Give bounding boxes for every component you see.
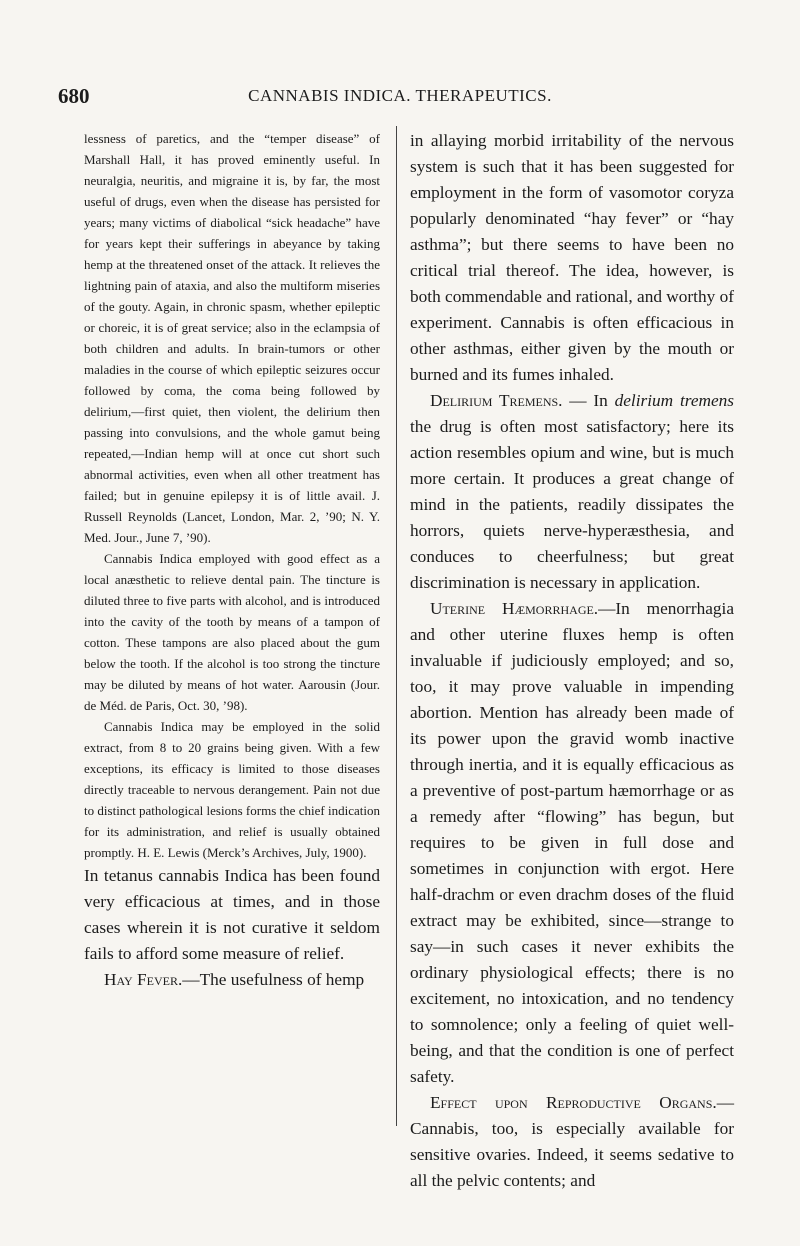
paragraph-text: —In menorrhagia and other uterine fluxes hemp is often invaluable if judiciously employed; and so, too, it may prove valuable in impending abortion. Mention has already been made of its power upon the gravid womb inactive through inertia, and it is equally efficacious as a preventive of post-partum hæmorrhage or as a remedy after “flowing” has begun, but requires to be given in full dose and sometimes in conjunction with ergot. Here half-drachm or even drachm doses of the fluid extract may be exhibited, since—strange to say—in such cases it never exhibits the ordinary physiological effects; there is no excitement, no intoxication, and no tendency to somnolence; only a feeling of quiet well-being, and that the condition is one of perfect safety.	[410, 599, 734, 1086]
italic-term: delirium tremens	[614, 391, 735, 410]
paragraph-text: — In	[562, 391, 615, 410]
paragraph-uterine-haemorrhage	[410, 596, 734, 1090]
running-title: CANNABIS INDICA. THERAPEUTICS.	[248, 86, 552, 105]
section-heading-hay-fever: Hay Fever.	[104, 970, 183, 989]
page-number: 680	[58, 84, 90, 108]
paragraph-text: —The usefulness of hemp	[182, 970, 365, 989]
paragraph-hay-fever	[84, 967, 380, 993]
paragraph-aarousin: Cannabis Indica employed with good effect as a local anæsthetic to relieve dental pain. The tincture is diluted three to five parts with alcohol, and is introduced into the cavity of the tooth by means of a tampon of cotton. These tampons are also placed about the gum below the tooth. If the alcohol is too strong the tincture may be diluted by means of hot water. Aarousin (Jour. de Méd. de Paris, Oct. 30, ’98).	[84, 551, 380, 713]
paragraph-lewis: Cannabis Indica may be employed in the solid extract, from 8 to 20 grains being given. With a few exceptions, its efficacy is limited to those diseases directly traceable to nervous derangement. Pain not due to distinct pathological lesions forms the chief indication for its administration, and relief is usually obtained promptly. H. E. Lewis (Merck’s Archives, July, 1900).	[84, 719, 380, 860]
column-divider	[396, 126, 397, 1126]
right-column	[410, 128, 734, 1194]
paragraph-reynolds: lessness of paretics, and the “temper disease” of Marshall Hall, it has proved eminently useful. In neuralgia, neuritis, and migraine it is, by far, the most useful of drugs, even when the disease has persisted for years; many victims of diabolical “sick headache” have for years kept their sufferings in abeyance by taking hemp at the threatened onset of the attack. It relieves the lightning pain of ataxia, and also the multiform miseries of the gouty. Again, in chronic spasm, whether epileptic or choreic, it is of great service; also in the eclampsia of both children and adults. In brain-tumors or other maladies in the course of which epileptic seizures occur followed by coma, the coma being followed by delirium,—first quiet, then violent, the delirium then passing into convulsions, and the whole gamut being repeated,—Indian hemp will at once cut short such abnormal activities, even when all other treatment has failed; but in genuine epilepsy it is of little avail. J. Russell Reynolds (Lancet, London, Mar. 2, ’90; N. Y. Med. Jour., June 7, ’90).	[84, 131, 380, 545]
left-column	[84, 128, 380, 993]
paragraph-reproductive-organs	[410, 1090, 734, 1194]
section-heading-uterine-haemorrhage: Uterine Hæmorrhage.	[430, 599, 599, 618]
paragraph-tetanus: In tetanus cannabis Indica has been found very efficacious at times, and in those cases wherein it is not curative it seldom fails to afford some measure of relief.	[84, 866, 380, 963]
paragraph-hay-fever-continued: in allaying morbid irritability of the nervous system is such that it has been suggested for employment in the form of vasomotor coryza popularly denominated “hay fever” or “hay asthma”; but there seems to have been no critical trial thereof. The idea, however, is both commendable and rational, and worthy of experiment. Cannabis is often efficacious in other asthmas, either given by the mouth or burned and its fumes inhaled.	[410, 131, 734, 384]
section-heading-reproductive-organs: Effect upon Reproductive Organs.	[430, 1093, 717, 1112]
paragraph-delirium-tremens	[410, 388, 734, 596]
paragraph-text: —Cannabis, too, is especially available for sensitive ovaries. Indeed, it seems sedative to all the pelvic contents; and	[410, 1093, 734, 1190]
paragraph-text: the drug is often most satisfactory; here its action resembles opium and wine, but is much more certain. It produces a great change of mind in the patients, readily dissipates the horrors, quiets nerve-hyperæsthesia, and conduces to cheerfulness; but great discrimination is necessary in application.	[410, 417, 734, 592]
section-heading-delirium-tremens: Delirium Tremens.	[430, 391, 563, 410]
